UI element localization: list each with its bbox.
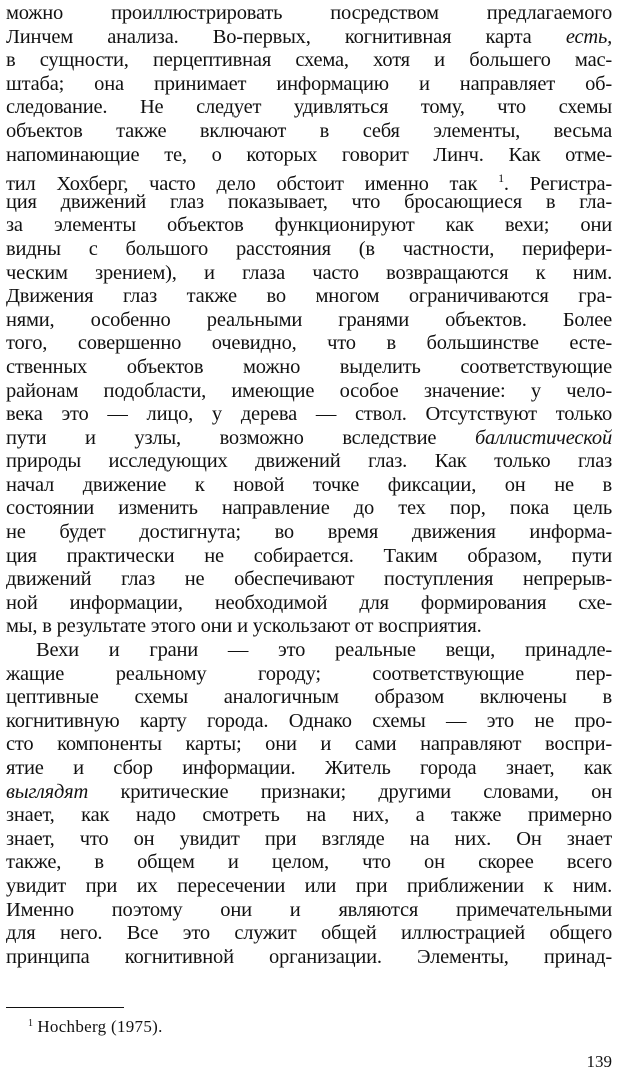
text-line: жащие реальному городу; соответствующие пер- [6,662,612,685]
text-line: того, совершенно очевидно, что в большинстве есте- [6,332,612,355]
text-line: ция движений глаз показывает, что бросающиеся в гла- [6,190,612,213]
text-line: природы исследующих движений глаз. Как только глаз [6,450,612,473]
text-line: ческим зрением), и глаза часто возвращаются к ним. [6,261,612,284]
text-line: когнитивную карту города. Однако схемы — это не про- [6,709,612,732]
text-line: тил Хохберг, часто дело обстоит именно так $^1$. Регистра- [6,171,612,195]
text-line: штаба; она принимает информацию и направляет об- [6,72,612,95]
text-line: Линчем анализа. Во-первых, когнитивная карта есть, [6,25,612,48]
text-line: также, в общем и целом, что он скорее всего [6,851,612,874]
text-line: состоянии изменить направление до тех пор, пока цель [6,497,612,520]
text-line: увидит при их пересечении или при приближении к ним. [6,874,612,897]
text-line: знает, что он увидит при взгляде на них. Он знает [6,827,612,850]
footnote-marker: 1 [28,1018,34,1029]
footnote [28,1014,163,1037]
footnote-reference: 1 [498,171,504,186]
text-line: объектов также включают в себя элементы, весьма [6,119,612,142]
text-line: ция практически не собирается. Таким образом, пути [6,544,612,567]
text-line: для него. Все это служит общей иллюстрацией общего [6,922,612,945]
text-line: века это — лицо, у дерева — ствол. Отсутствуют только [6,403,612,426]
text-line: цептивные схемы аналогичным образом включены в [6,686,612,709]
footnote-divider [6,1007,124,1008]
text-line: Именно поэтому они и являются примечательными [6,898,612,921]
text-line: Движения глаз также во многом ограничиваются гра- [6,285,612,308]
text-line: следование. Не следует удивляться тому, что схемы [6,96,612,119]
paragraph-start-line: Вехи и грани — это реальные вещи, принадле- [36,639,612,662]
text-line: за элементы объектов функционируют как вехи; они [6,214,612,237]
text-line: мы, в результате этого они и ускользают от восприятия. [6,615,482,638]
text-line: не будет достигнута; во время движения информа- [6,521,612,544]
text-line: ственных объектов можно выделить соответствующие [6,355,612,378]
text-line: ятие и сбор информации. Житель города знает, как [6,757,612,779]
text-line: знает, как надо смотреть на них, а также примерно [6,804,612,827]
text-line: начал движение к новой точке фиксации, он не в [6,473,612,496]
text-line: сто компоненты карты; они и сами направляют воспри- [6,733,612,756]
body-text [6,2,612,969]
text-line: видны с большого расстояния (в частности, перифери- [6,237,612,260]
italic-word: баллистической [474,426,612,449]
text-line: выглядят критические признаки; другими словами, он [6,780,612,803]
text-line: районам подобласти, имеющие особое значение: у чело- [6,379,612,402]
text-line: принципа когнитивной организации. Элементы, принад- [6,945,612,968]
text-line: нями, особенно реальными гранями объектов. Более [6,308,612,331]
text-line: можно проиллюстрировать посредством предлагаемого [6,2,612,24]
text-line: пути и узлы, возможно вследствие баллистической [6,426,612,449]
text-line: движений глаз не обеспечивают поступления непрерыв- [6,568,612,591]
text-line: ной информации, необходимой для формирования схе- [6,591,612,614]
italic-word: есть, [565,25,612,48]
text-line: напоминающие те, о которых говорит Линч. Как отме- [6,143,612,166]
footnote-text: Hochberg (1975). [37,1017,163,1036]
italic-word: выглядят [6,780,89,803]
page-number: 139 [586,1052,612,1071]
text-line: в сущности, перцептивная схема, хотя и большего мас- [6,49,612,72]
